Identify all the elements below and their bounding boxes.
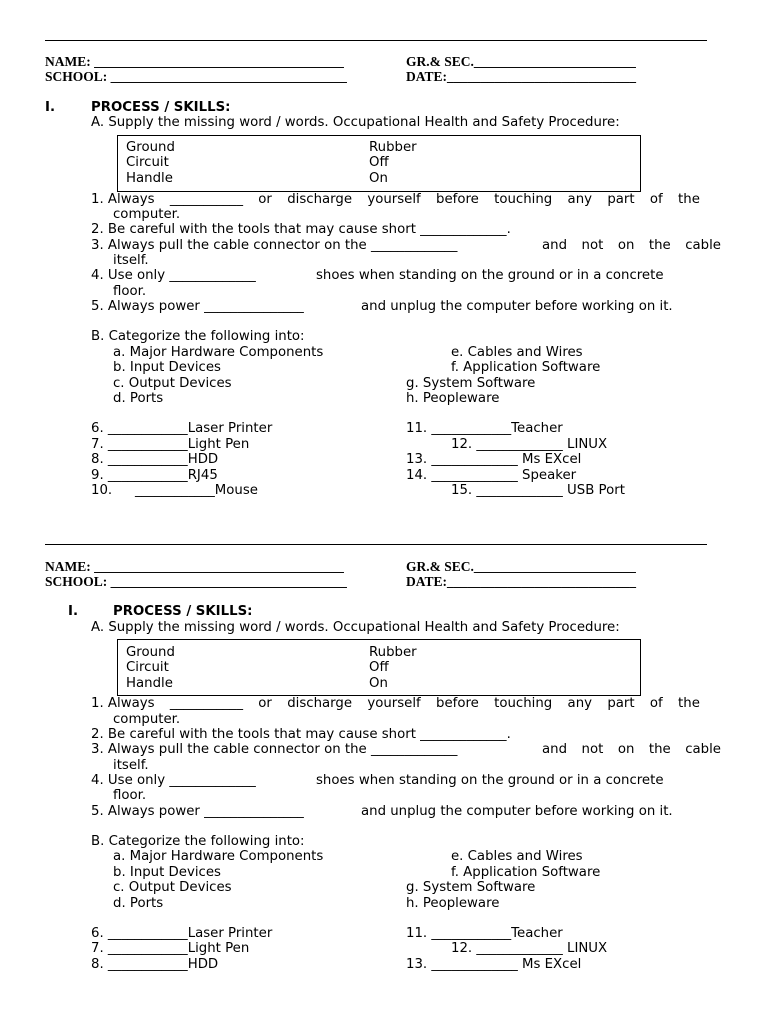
question-3-continued: itself. xyxy=(113,253,149,268)
item-8: 8. ____________HDD xyxy=(91,957,219,972)
question-2: 2. Be careful with the tools that may cause short _____________. xyxy=(91,727,511,742)
section-number: I. xyxy=(45,100,55,115)
question-1-continued: computer. xyxy=(113,207,181,222)
question-1-continued: computer. xyxy=(113,712,181,727)
section-number: I. xyxy=(68,604,78,619)
word-bank-item: Handle xyxy=(126,171,173,186)
word-bank-item: Circuit xyxy=(126,155,169,170)
name-field: NAME: _____________________________________ xyxy=(45,54,344,69)
item-12: 12. _____________ LINUX xyxy=(451,941,608,956)
item-12: 12. _____________ LINUX xyxy=(451,437,608,452)
category-e: e. Cables and Wires xyxy=(451,345,583,360)
word-bank-item: Ground xyxy=(126,645,175,660)
item-14: 14. _____________ Speaker xyxy=(406,468,577,483)
question-5: 5. Always power _______________ xyxy=(91,804,304,819)
word-bank-item: Off xyxy=(369,660,389,675)
name-field: NAME: _____________________________________ xyxy=(45,559,344,574)
question-4-tail: shoes when standing on the ground or in a concrete xyxy=(316,773,664,788)
question-3: 3. Always pull the cable connector on the _____________ xyxy=(91,238,458,253)
category-a: a. Major Hardware Components xyxy=(113,849,324,864)
category-a: a. Major Hardware Components xyxy=(113,345,324,360)
word-bank-item: Handle xyxy=(126,676,173,691)
category-e: e. Cables and Wires xyxy=(451,849,583,864)
section-title: PROCESS / SKILLS: xyxy=(113,604,253,619)
question-3-tail: and not on the cable xyxy=(542,742,721,757)
question-4: 4. Use only _____________ xyxy=(91,773,256,788)
word-bank-item: On xyxy=(369,171,388,186)
category-f: f. Application Software xyxy=(451,865,601,880)
item-10-number: 10. xyxy=(91,483,113,498)
word-bank-item: Circuit xyxy=(126,660,169,675)
item-11: 11. ____________Teacher xyxy=(406,421,563,436)
grade-section-field: GR.& SEC.________________________ xyxy=(406,559,636,574)
part-a-instruction: A. Supply the missing word / words. Occupational Health and Safety Procedure: xyxy=(91,115,620,130)
part-b-instruction: B. Categorize the following into: xyxy=(91,834,305,849)
question-1: 1. Always ___________ or discharge yourself before touching any part of the xyxy=(91,192,700,207)
question-2: 2. Be careful with the tools that may cause short _____________. xyxy=(91,222,511,237)
category-h: h. Peopleware xyxy=(406,896,500,911)
item-15: 15. _____________ USB Port xyxy=(451,483,625,498)
question-3: 3. Always pull the cable connector on the _____________ xyxy=(91,742,458,757)
category-c: c. Output Devices xyxy=(113,880,232,895)
question-4: 4. Use only _____________ xyxy=(91,268,256,283)
item-8: 8. ____________HDD xyxy=(91,452,219,467)
category-h: h. Peopleware xyxy=(406,391,500,406)
part-a-instruction: A. Supply the missing word / words. Occupational Health and Safety Procedure: xyxy=(91,620,620,635)
item-6: 6. ____________Laser Printer xyxy=(91,926,273,941)
category-c: c. Output Devices xyxy=(113,376,232,391)
word-bank-item: Off xyxy=(369,155,389,170)
question-3-tail: and not on the cable xyxy=(542,238,721,253)
category-g: g. System Software xyxy=(406,880,536,895)
category-b: b. Input Devices xyxy=(113,360,221,375)
word-bank-item: Rubber xyxy=(369,645,417,660)
category-d: d. Ports xyxy=(113,391,164,406)
item-10: ____________Mouse xyxy=(135,483,258,498)
date-field: DATE:____________________________ xyxy=(406,574,637,589)
item-7: 7. ____________Light Pen xyxy=(91,437,250,452)
question-5-tail: and unplug the computer before working on it. xyxy=(361,804,673,819)
item-13: 13. _____________ Ms EXcel xyxy=(406,452,582,467)
item-6: 6. ____________Laser Printer xyxy=(91,421,273,436)
top-rule xyxy=(45,544,707,545)
category-g: g. System Software xyxy=(406,376,536,391)
question-4-continued: floor. xyxy=(113,788,147,803)
top-rule xyxy=(45,40,707,41)
section-title: PROCESS / SKILLS: xyxy=(91,100,231,115)
category-d: d. Ports xyxy=(113,896,164,911)
question-4-continued: floor. xyxy=(113,284,147,299)
item-13: 13. _____________ Ms EXcel xyxy=(406,957,582,972)
date-field: DATE:____________________________ xyxy=(406,69,637,84)
part-b-instruction: B. Categorize the following into: xyxy=(91,329,305,344)
grade-section-field: GR.& SEC.________________________ xyxy=(406,54,636,69)
question-5-tail: and unplug the computer before working on it. xyxy=(361,299,673,314)
item-9: 9. ____________RJ45 xyxy=(91,468,218,483)
school-field: SCHOOL: ___________________________________ xyxy=(45,574,347,589)
question-5: 5. Always power _______________ xyxy=(91,299,304,314)
category-b: b. Input Devices xyxy=(113,865,221,880)
word-bank-item: On xyxy=(369,676,388,691)
word-bank-item: Ground xyxy=(126,140,175,155)
word-bank-item: Rubber xyxy=(369,140,417,155)
item-7: 7. ____________Light Pen xyxy=(91,941,250,956)
question-1: 1. Always ___________ or discharge yourself before touching any part of the xyxy=(91,696,700,711)
question-3-continued: itself. xyxy=(113,758,149,773)
category-f: f. Application Software xyxy=(451,360,601,375)
school-field: SCHOOL: ___________________________________ xyxy=(45,69,347,84)
question-4-tail: shoes when standing on the ground or in a concrete xyxy=(316,268,664,283)
item-11: 11. ____________Teacher xyxy=(406,926,563,941)
